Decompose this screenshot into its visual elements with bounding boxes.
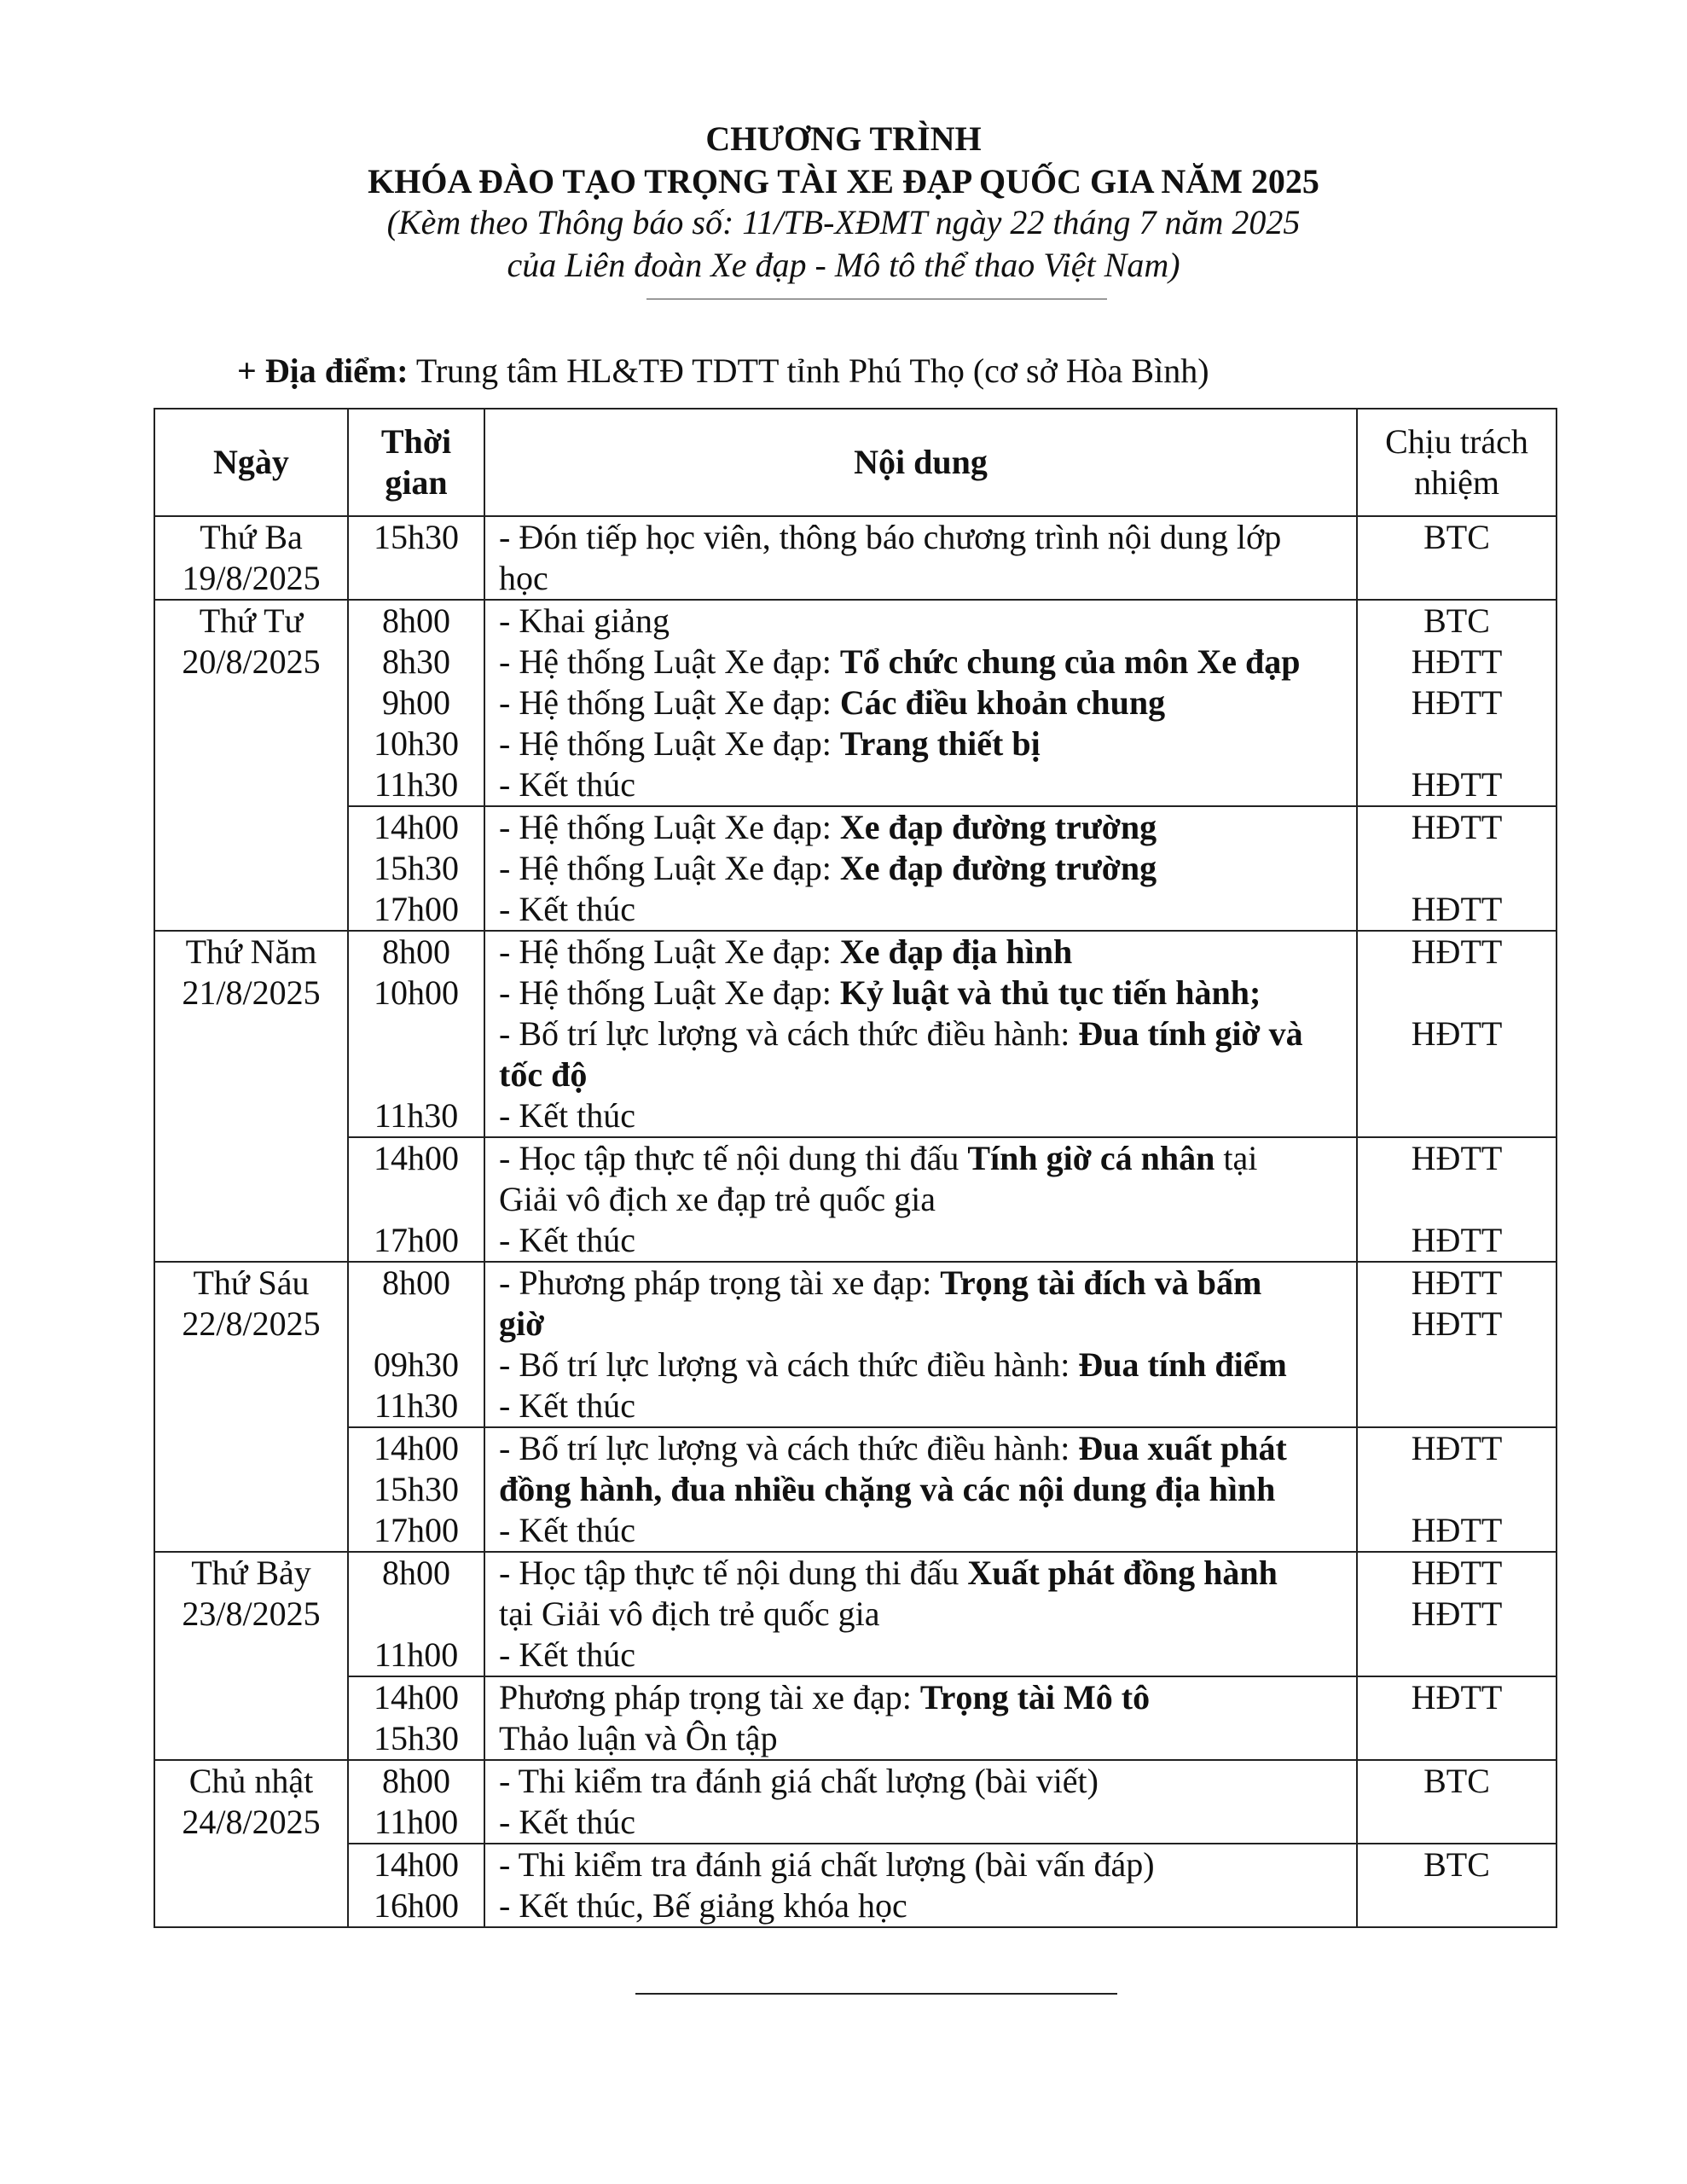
content-text: - Hệ thống Luật Xe đạp: [499,724,840,763]
time-slot: 14h00 [374,1678,459,1716]
time-slot [349,558,484,599]
content-emphasis: Đua tính giờ và [1078,1014,1303,1053]
time-cell [348,600,484,806]
day-name: Thứ Ba [200,518,303,556]
content-text: - Khai giảng [499,601,670,640]
responsible-unit: BTC [1423,601,1490,640]
responsible-cell [1357,600,1557,806]
doc-subtitle-line-1: (Kèm theo Thông báo số: 11/TB-XĐMT ngày 22 tháng 7 năm 2025 [386,203,1301,241]
time-slot [349,1594,484,1635]
content-line [499,1138,1349,1179]
content-text: - Bố trí lực lượng và cách thức điều hành: [499,1014,1079,1053]
table-row [154,1676,1557,1760]
content-line [499,764,1349,805]
content-line [499,889,1349,930]
responsible-unit: HĐTT [1411,1139,1503,1177]
responsible-unit [1358,1718,1556,1759]
content-text: - Hệ thống Luật Xe đạp: [499,642,840,681]
doc-title-line-1: CHƯƠNG TRÌNH [705,119,982,158]
content-text: - Học tập thực tế nội dung thi đấu [499,1139,968,1177]
content-emphasis: Xe đạp đường trường [839,849,1157,887]
content-text: - Học tập thực tế nội dung thi đấu [499,1554,968,1592]
time-cell [348,806,484,931]
content-text: - Kết thúc [499,1386,635,1425]
time-slot: 14h00 [374,1139,459,1177]
responsible-unit: BTC [1423,1762,1490,1800]
content-line [499,1220,1349,1261]
content-emphasis: giờ [499,1304,545,1343]
time-cell [348,1844,484,1927]
time-slot: 11h30 [374,1096,459,1135]
content-cell [484,806,1357,931]
responsible-cell [1357,1262,1557,1427]
content-cell [484,516,1357,600]
content-cell [484,1137,1357,1262]
content-text: - Thi kiểm tra đánh giá chất lượng (bài viết) [499,1762,1099,1800]
content-line [499,1844,1349,1885]
responsible-unit [1358,1635,1556,1676]
content-line [499,1179,1349,1220]
time-cell [348,1676,484,1760]
table-row [154,600,1557,806]
content-text: - Hệ thống Luật Xe đạp: [499,849,840,887]
day-cell [154,1760,348,1927]
time-cell [348,1262,484,1427]
content-line [499,1635,1349,1676]
content-cell [484,1676,1357,1760]
time-slot: 15h30 [374,1470,459,1508]
content-cell [484,1760,1357,1844]
content-text: - Hệ thống Luật Xe đạp: [499,683,840,722]
table-row [154,516,1557,600]
content-text: học [499,559,548,597]
content-line [499,517,1349,558]
content-line [499,1095,1349,1136]
content-emphasis: Tổ chức chung của môn Xe đạp [839,642,1301,681]
content-line [499,848,1349,889]
content-line [499,1802,1349,1843]
responsible-unit: HĐTT [1411,890,1503,928]
content-emphasis: Trọng tài đích và bấm [940,1263,1262,1302]
content-line [499,1014,1349,1054]
time-cell [348,516,484,600]
content-line [499,932,1349,973]
responsible-cell [1357,516,1557,600]
content-line [499,1304,1349,1345]
responsible-cell [1357,1552,1557,1676]
schedule-body [154,516,1557,1927]
content-emphasis: Kỷ luật và thủ tục tiến hành; [839,973,1261,1012]
responsible-cell [1357,1427,1557,1552]
responsible-unit: HĐTT [1411,1511,1503,1549]
time-slot: 09h30 [374,1345,459,1384]
header-responsible: Chịu trách nhiệm [1357,409,1557,516]
time-cell [348,1760,484,1844]
content-text-after: tại [1215,1139,1258,1177]
content-text: - Kết thúc [499,1803,635,1841]
responsible-unit: HĐTT [1411,1221,1503,1259]
responsible-unit [1358,1179,1556,1220]
day-date: 19/8/2025 [182,559,321,597]
time-slot: 8h00 [382,1762,450,1800]
content-text: - Thi kiểm tra đánh giá chất lượng (bài vấn đáp) [499,1845,1155,1884]
footer-divider [635,1993,1117,1995]
time-slot: 8h00 [382,1263,450,1302]
responsible-unit [1358,1054,1556,1095]
content-line [499,1761,1349,1802]
responsible-cell [1357,1760,1557,1844]
responsible-unit: HĐTT [1411,808,1503,846]
location-line [237,350,1209,392]
content-line [499,1594,1349,1635]
content-emphasis: Trọng tài Mô tô [919,1678,1151,1716]
time-slot: 15h30 [374,849,459,887]
content-emphasis: Đua xuất phát [1078,1429,1287,1467]
content-line [499,642,1349,682]
content-emphasis: tốc độ [499,1055,588,1094]
time-slot: 17h00 [374,890,459,928]
day-date: 24/8/2025 [182,1803,321,1841]
responsible-unit [1358,1095,1556,1136]
responsible-unit: HĐTT [1411,932,1503,971]
content-text: - Kết thúc [499,1221,635,1259]
responsible-unit: HĐTT [1411,1678,1503,1716]
content-text: Giải vô địch xe đạp trẻ quốc gia [499,1180,936,1218]
table-row [154,1552,1557,1676]
responsible-cell [1357,1844,1557,1927]
time-slot: 15h30 [374,518,459,556]
table-row [154,1262,1557,1427]
content-line [499,1385,1349,1426]
responsible-unit: HĐTT [1411,1554,1503,1592]
time-slot: 14h00 [374,1845,459,1884]
doc-title-line-2: KHÓA ĐÀO TẠO TRỌNG TÀI XE ĐẠP QUỐC GIA NĂM 2025 [368,162,1319,200]
day-name: Thứ Bảy [191,1554,311,1592]
responsible-unit: BTC [1423,518,1490,556]
table-header-row [154,409,1557,516]
content-line [499,682,1349,723]
content-line [499,1885,1349,1926]
table-row [154,806,1557,931]
responsible-unit: HĐTT [1411,1594,1503,1633]
day-date: 20/8/2025 [182,642,321,681]
responsible-unit [1358,723,1556,764]
responsible-unit: BTC [1423,1845,1490,1884]
responsible-cell [1357,806,1557,931]
time-slot: 8h00 [382,1554,450,1592]
content-cell [484,931,1357,1137]
time-cell [348,1137,484,1262]
day-cell [154,1552,348,1760]
time-slot: 8h00 [382,601,450,640]
day-date: 22/8/2025 [182,1304,321,1343]
responsible-unit [1358,1385,1556,1426]
responsible-unit: HĐTT [1411,765,1503,804]
time-slot: 14h00 [374,1429,459,1467]
day-name: Chủ nhật [188,1762,314,1800]
content-line [499,1345,1349,1385]
day-cell [154,1262,348,1552]
content-text: - Bố trí lực lượng và cách thức điều hành: [499,1345,1079,1384]
time-cell [348,1552,484,1676]
day-name: Thứ Sáu [193,1263,310,1302]
responsible-unit: HĐTT [1411,683,1503,722]
content-text: - Kết thúc, Bế giảng khóa học [499,1886,907,1925]
content-line [499,723,1349,764]
content-line [499,1469,1349,1510]
content-line [499,1677,1349,1718]
responsible-unit [1358,1469,1556,1510]
time-slot: 17h00 [374,1511,459,1549]
table-row [154,1137,1557,1262]
time-slot: 9h00 [382,683,450,722]
table-row [154,1427,1557,1552]
responsible-cell [1357,1137,1557,1262]
day-date: 21/8/2025 [182,973,321,1012]
responsible-unit: HĐTT [1411,1263,1503,1302]
day-cell [154,516,348,600]
table-row [154,1760,1557,1844]
content-text: - Kết thúc [499,1635,635,1674]
content-text: - Bố trí lực lượng và cách thức điều hành: [499,1429,1079,1467]
content-line [499,601,1349,642]
content-cell [484,1427,1357,1552]
responsible-unit [1358,848,1556,889]
time-slot [349,1179,484,1220]
content-emphasis: Trang thiết bị [839,724,1041,763]
content-text: - Phương pháp trọng tài xe đạp: [499,1263,941,1302]
content-line [499,1428,1349,1469]
content-line [499,1510,1349,1551]
content-cell [484,1552,1357,1676]
content-text: Phương pháp trọng tài xe đạp: [499,1678,920,1716]
content-emphasis: Xe đạp địa hình [839,932,1073,971]
time-slot: 17h00 [374,1221,459,1259]
time-slot: 10h30 [374,724,459,763]
content-text: - Kết thúc [499,890,635,928]
content-text: - Kết thúc [499,1096,635,1135]
location-value: Trung tâm HL&TĐ TDTT tỉnh Phú Thọ (cơ sở Hòa Bình) [408,351,1209,390]
time-cell [348,1427,484,1552]
time-slot: 11h30 [374,765,459,804]
content-emphasis: đồng hành, đua nhiều chặng và các nội dung địa hình [499,1470,1276,1508]
content-text: - Đón tiếp học viên, thông báo chương trình nội dung lớp [499,518,1282,556]
content-text: - Kết thúc [499,1511,635,1549]
content-line [499,558,1349,599]
content-line [499,1263,1349,1304]
time-slot: 11h00 [374,1803,459,1841]
content-emphasis: Đua tính điểm [1078,1345,1287,1384]
time-slot: 16h00 [374,1886,459,1925]
time-slot: 8h30 [382,642,450,681]
location-label: + Địa điểm: [237,351,409,390]
responsible-unit: HĐTT [1411,1429,1503,1467]
table-row [154,1844,1557,1927]
responsible-cell [1357,931,1557,1137]
responsible-unit: HĐTT [1411,642,1503,681]
time-slot: 11h00 [374,1635,459,1674]
responsible-unit: HĐTT [1411,1304,1503,1343]
day-cell [154,931,348,1262]
time-slot [349,1054,484,1095]
schedule-table [154,408,1557,1928]
time-slot: 11h30 [374,1386,459,1425]
time-slot: 14h00 [374,808,459,846]
content-text: Thảo luận và Ôn tập [499,1719,778,1757]
doc-subtitle-line-2: của Liên đoàn Xe đạp - Mô tô thể thao Việt Nam) [507,246,1180,284]
responsible-cell [1357,1676,1557,1760]
time-slot [349,1304,484,1345]
time-slot: 10h00 [374,973,459,1012]
time-slot [349,1014,484,1054]
responsible-unit [1358,973,1556,1014]
content-cell [484,1262,1357,1427]
table-row [154,931,1557,1137]
content-line [499,1553,1349,1594]
day-name: Thứ Năm [185,932,317,971]
responsible-unit: HĐTT [1411,1014,1503,1053]
content-text: - Hệ thống Luật Xe đạp: [499,932,840,971]
responsible-unit [1358,558,1556,599]
time-cell [348,931,484,1137]
time-slot: 8h00 [382,932,450,971]
content-text: - Kết thúc [499,765,635,804]
content-line [499,1718,1349,1759]
content-emphasis: Xe đạp đường trường [839,808,1157,846]
content-line [499,807,1349,848]
content-text: - Hệ thống Luật Xe đạp: [499,808,840,846]
content-line [499,973,1349,1014]
day-name: Thứ Tư [199,601,304,640]
day-date: 23/8/2025 [182,1594,321,1633]
day-cell [154,600,348,931]
header-date: Ngày [154,409,348,516]
content-emphasis: Tính giờ cá nhân [967,1139,1215,1177]
content-emphasis: Xuất phát đồng hành [967,1554,1278,1592]
content-text: tại Giải vô địch trẻ quốc gia [499,1594,880,1633]
responsible-unit [1358,1345,1556,1385]
time-slot: 15h30 [374,1719,459,1757]
header-content: Nội dung [484,409,1357,516]
content-text: - Hệ thống Luật Xe đạp: [499,973,840,1012]
content-emphasis: Các điều khoản chung [839,683,1166,722]
content-cell [484,600,1357,806]
content-line [499,1054,1349,1095]
content-cell [484,1844,1357,1927]
header-time: Thời gian [348,409,484,516]
